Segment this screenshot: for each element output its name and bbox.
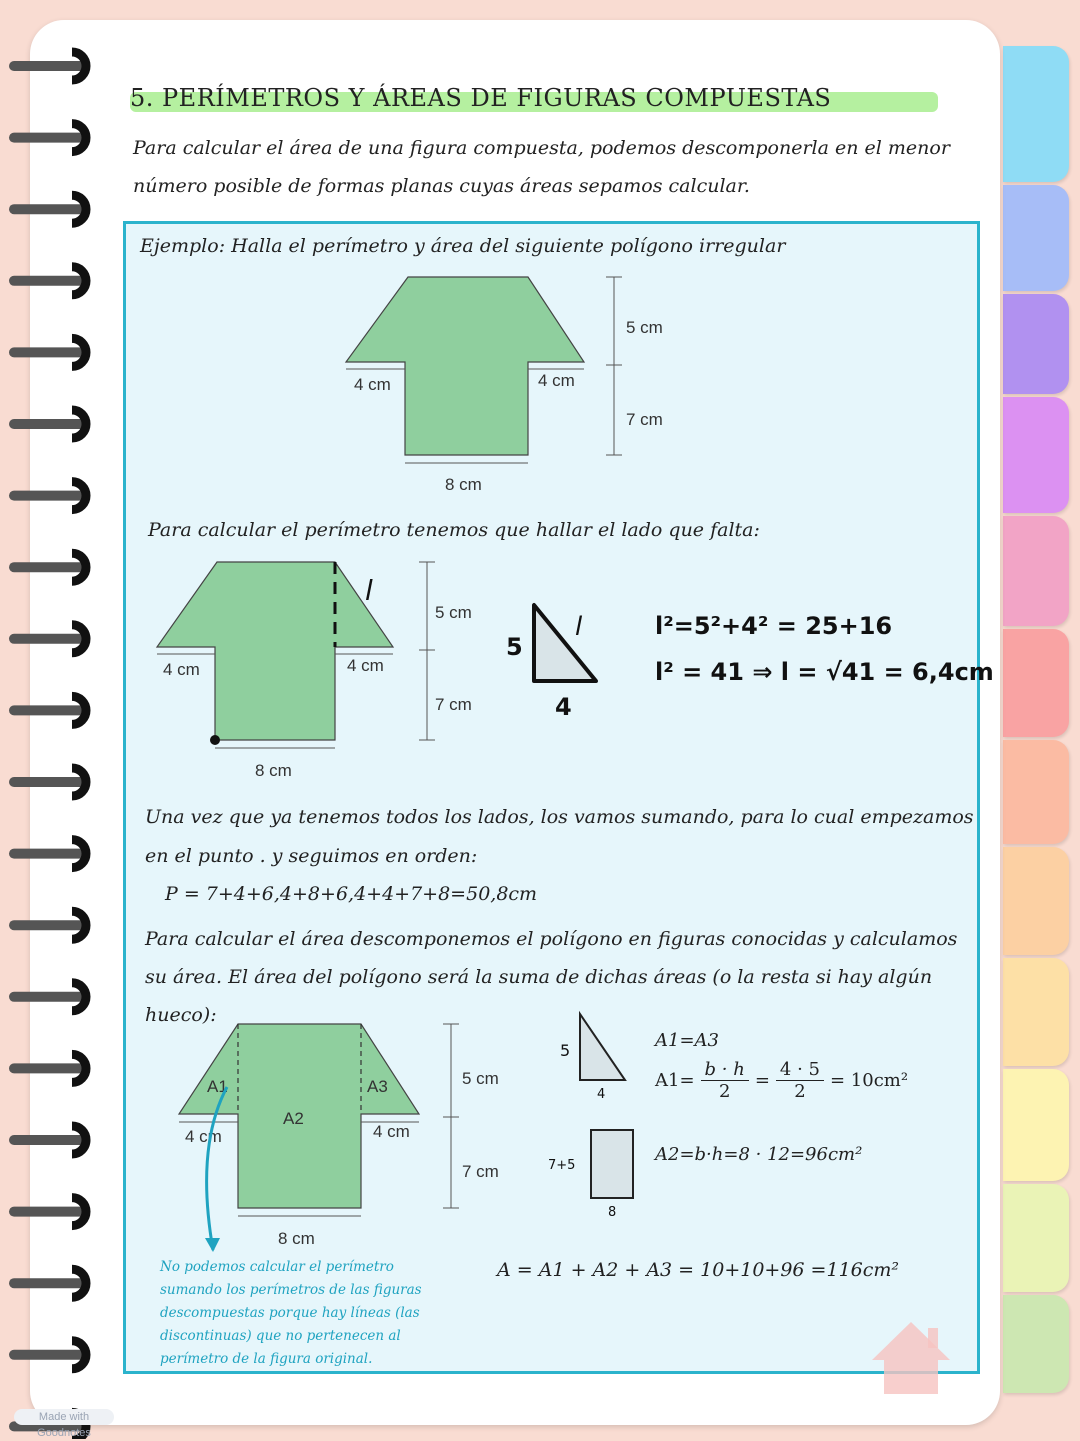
a1-label: A1= xyxy=(655,1069,695,1091)
fig1-left-ledge: 4 cm xyxy=(354,375,391,394)
spiral-ring xyxy=(14,983,86,1011)
perimeter-warning-note: No podemos calcular el perímetro sumando los perímetros de las figuras descompuestas porque hay líneas (las discontinuas) que no pertenecen al perímetro de la figura original. xyxy=(160,1259,422,1367)
eq-a1-a3: A1=A3 xyxy=(655,1030,719,1051)
spiral-ring xyxy=(14,625,86,653)
pythagoras-eq-1: l²=5²+4² = 25+16 xyxy=(655,612,893,640)
spiral-ring xyxy=(14,1341,86,1369)
tab-yellow[interactable] xyxy=(1003,1069,1069,1181)
perimeter-intro: Para calcular el perímetro tenemos que hallar el lado que falta: xyxy=(148,519,760,541)
figure-polygon-3 xyxy=(165,1012,525,1252)
start-point xyxy=(210,735,220,745)
goodnotes-watermark: Made with Goodnotes xyxy=(14,1409,114,1425)
intro-line-2: número posible de formas planas cuyas áreas sepamos calcular. xyxy=(133,175,750,197)
page-title-text: 5. PERÍMETROS Y ÁREAS DE FIGURAS COMPUESTAS xyxy=(130,84,832,112)
polygon-shape-2 xyxy=(157,562,393,740)
tab-lime[interactable] xyxy=(1003,1184,1069,1292)
spiral-binding xyxy=(0,0,120,1439)
home-icon[interactable] xyxy=(868,1318,954,1396)
area-rectangle-sketch xyxy=(545,1125,645,1220)
spiral-ring xyxy=(14,267,86,295)
fig1-top-height: 5 cm xyxy=(626,318,663,337)
a2-formula: A2=b·h=8 · 12=96cm² xyxy=(655,1144,863,1165)
tab-pink[interactable] xyxy=(1003,516,1069,626)
fig2-left-ledge: 4 cm xyxy=(163,660,200,679)
frac1-num: b · h xyxy=(701,1059,749,1081)
fig3-base: 8 cm xyxy=(278,1229,315,1248)
spiral-ring xyxy=(14,338,86,366)
spiral-ring xyxy=(14,553,86,581)
spiral-ring xyxy=(14,696,86,724)
area-tri-h: 5 xyxy=(560,1041,571,1060)
intro-line-1: Para calcular el área de una figura compuesta, podemos descomponerla en el menor xyxy=(133,137,950,159)
fig1-base: 8 cm xyxy=(445,475,482,494)
tab-purple[interactable] xyxy=(1003,397,1069,513)
tab-green[interactable] xyxy=(1003,1295,1069,1393)
figure-polygon-1 xyxy=(330,265,690,500)
spiral-ring xyxy=(14,52,86,80)
tri-hyp-label: l xyxy=(575,612,583,642)
missing-side-label: l xyxy=(365,574,373,607)
frac1-den: 2 xyxy=(718,1080,731,1102)
spiral-ring xyxy=(14,840,86,868)
spiral-ring xyxy=(14,124,86,152)
tri-height-label: 5 xyxy=(506,633,523,661)
spiral-ring xyxy=(14,1198,86,1226)
frac-45-over-2 xyxy=(776,1059,824,1102)
spiral-ring xyxy=(14,1126,86,1154)
area-triangle-sketch xyxy=(555,1008,635,1100)
tab-peach[interactable] xyxy=(1003,847,1069,955)
total-area-formula: A = A1 + A2 + A3 = 10+10+96 =116cm² xyxy=(497,1259,900,1281)
frac-bh-over-2 xyxy=(701,1059,749,1102)
tab-orange-light[interactable] xyxy=(1003,958,1069,1066)
fig1-right-ledge: 4 cm xyxy=(538,371,575,390)
fig3-right-ledge: 4 cm xyxy=(373,1122,410,1141)
sum-text-line-2: en el punto . y seguimos en orden: xyxy=(145,845,478,867)
area-text-line-3: hueco): xyxy=(145,1004,217,1026)
tab-violet[interactable] xyxy=(1003,294,1069,394)
area-rect-h: 7+5 xyxy=(548,1158,576,1173)
region-a3-label: A3 xyxy=(367,1077,388,1096)
region-a2-label: A2 xyxy=(283,1109,304,1128)
perimeter-formula: P = 7+4+6,4+8+6,4+4+7+8=50,8cm xyxy=(165,883,538,905)
a1-result: = 10cm² xyxy=(830,1069,909,1091)
right-triangle-sketch xyxy=(500,595,620,725)
a1-formula: A1= $\frac{b \cdot h}{2}$ = $\frac{4 \cdot 5}{2}$ = 10cm² xyxy=(655,1058,909,1102)
spiral-ring xyxy=(14,768,86,796)
tri-base-label: 4 xyxy=(555,693,572,721)
fig3-top-height: 5 cm xyxy=(462,1069,499,1088)
spiral-ring xyxy=(14,410,86,438)
area-tri-b: 4 xyxy=(597,1087,606,1100)
frac2-den: 2 xyxy=(794,1080,806,1102)
fig3-bottom-height: 7 cm xyxy=(462,1162,499,1181)
spiral-ring xyxy=(14,195,86,223)
example-heading: Ejemplo: Halla el perímetro y área del siguiente polígono irregular xyxy=(140,235,786,257)
area-rect-b: 8 xyxy=(608,1205,617,1220)
fig2-top-height: 5 cm xyxy=(435,603,472,622)
fig2-base: 8 cm xyxy=(255,761,292,780)
spiral-ring xyxy=(14,911,86,939)
fig3-left-ledge: 4 cm xyxy=(185,1127,222,1146)
area-text-line-1: Para calcular el área descomponemos el polígono en figuras conocidas y calculamos xyxy=(145,928,958,950)
tab-cyan[interactable] xyxy=(1003,46,1069,182)
fig2-bottom-height: 7 cm xyxy=(435,695,472,714)
sum-text-line-1: Una vez que ya tenemos todos los lados, los vamos sumando, para lo cual empezamos xyxy=(145,806,974,828)
tab-blue[interactable] xyxy=(1003,185,1069,291)
spiral-ring xyxy=(14,1054,86,1082)
figure-polygon-2 xyxy=(145,550,485,785)
spiral-ring xyxy=(14,1269,86,1297)
pythagoras-eq-2: l² = 41 ⇒ l = √41 = 6,4cm xyxy=(655,658,994,686)
frac2-num: 4 · 5 xyxy=(776,1059,824,1081)
fig2-right-ledge: 4 cm xyxy=(347,656,384,675)
tab-coral[interactable] xyxy=(1003,629,1069,737)
fig1-bottom-height: 7 cm xyxy=(626,410,663,429)
polygon-shape xyxy=(346,277,584,455)
page-title xyxy=(130,84,938,114)
region-a1-label: A1 xyxy=(207,1077,228,1096)
area-text-line-2: su área. El área del polígono será la suma de dichas áreas (o la resta si hay algún xyxy=(145,966,933,988)
tab-salmon[interactable] xyxy=(1003,740,1069,844)
spiral-ring xyxy=(14,482,86,510)
